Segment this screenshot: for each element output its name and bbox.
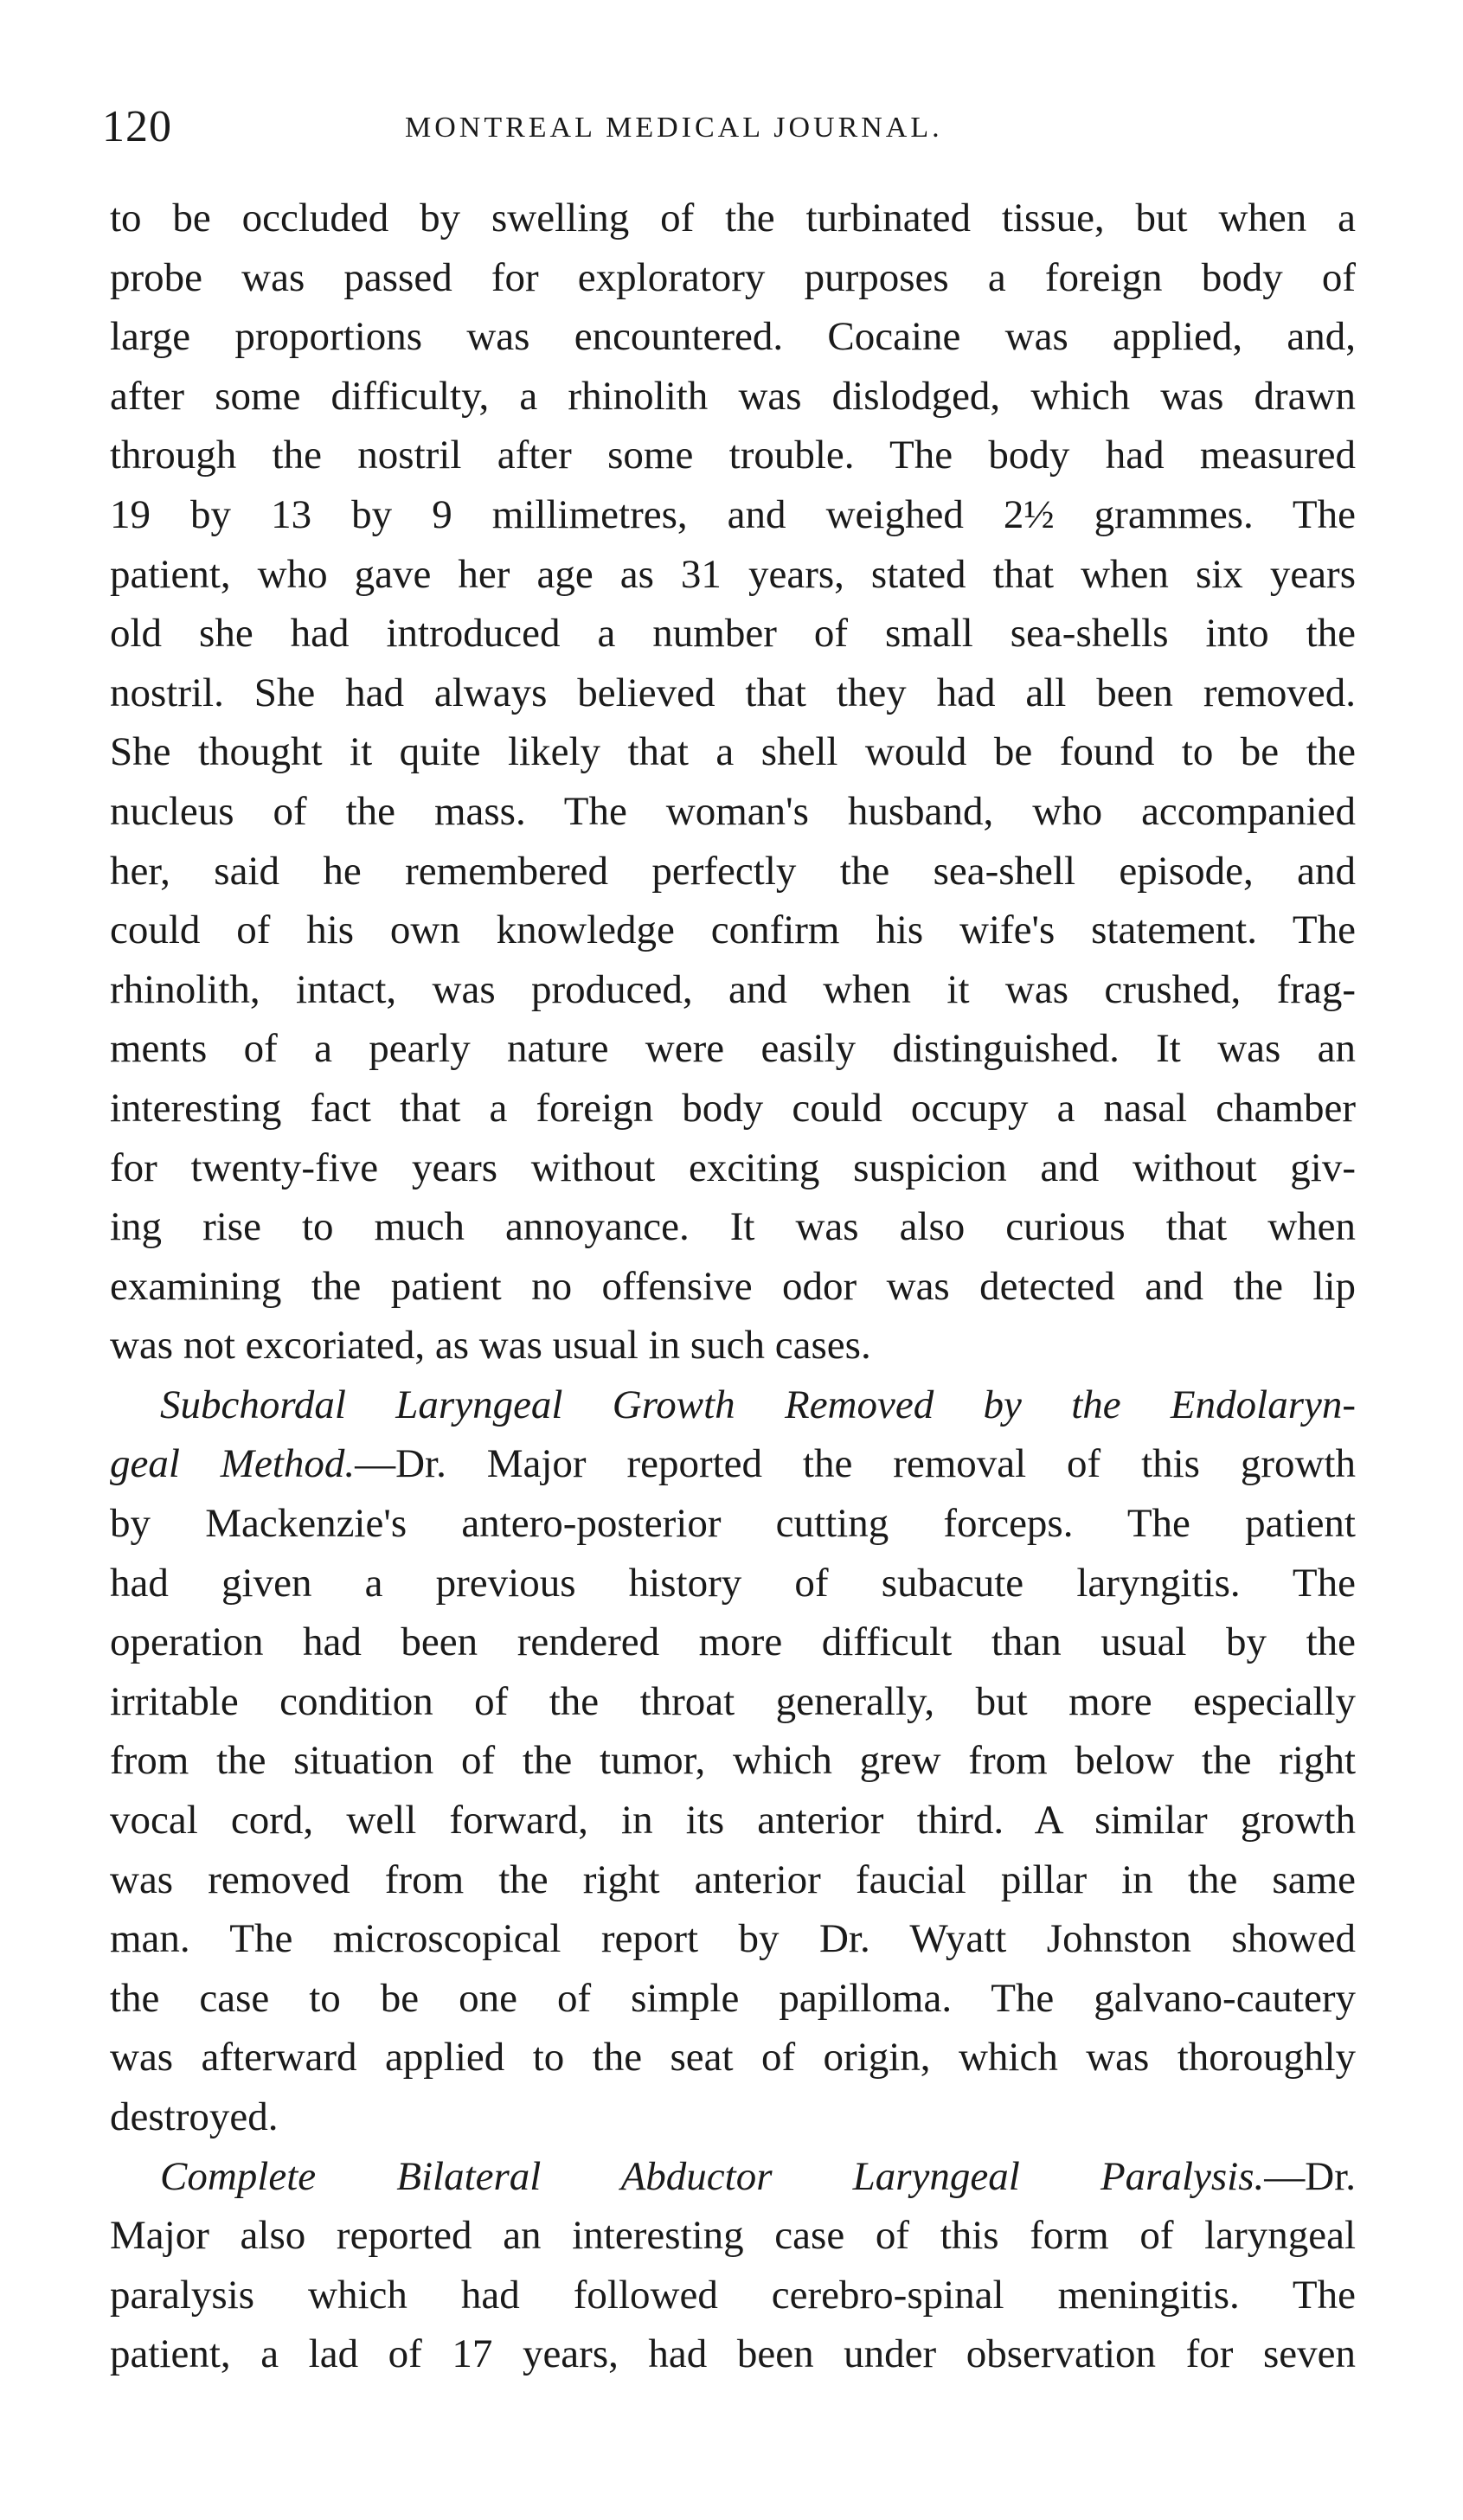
text-line: Major also reported an interesting case of this form of laryngeal <box>110 2213 1356 2259</box>
text-line: through the nostril after some trouble. The body had measured <box>110 433 1356 478</box>
running-head <box>102 97 1357 157</box>
text-line: the case to be one of simple papilloma. The galvano-cautery <box>110 1975 1356 2021</box>
paragraph-rhinolith <box>110 189 1356 1375</box>
text-line: irritable condition of the throat generally, but more especially <box>110 1678 1356 1724</box>
section-heading-line <box>110 1434 1356 1494</box>
text-line: her, said he remembered perfectly the sea-shell episode, and <box>110 848 1356 894</box>
text-line: probe was passed for exploratory purposes a foreign body of <box>110 254 1356 300</box>
text-line: was removed from the right anterior faucial pillar in the same <box>110 1856 1356 1902</box>
page-number: 120 <box>102 102 172 151</box>
text-line: ments of a pearly nature were easily distinguished. It was an <box>110 1026 1356 1072</box>
section-heading-abductor: Complete Bilateral Abductor Laryngeal Paralysis. <box>160 2153 1265 2199</box>
text-line: old she had introduced a number of small sea-shells into the <box>110 611 1356 657</box>
paragraph-lines <box>110 1494 1356 2147</box>
text-line: after some difficulty, a rhinolith was dislodged, which was drawn <box>110 373 1356 419</box>
paragraph-lines <box>110 2206 1356 2384</box>
text-line: was afterward applied to the seat of origin, which was thoroughly <box>110 2035 1356 2081</box>
text-line: patient, a lad of 17 years, had been under observation for seven <box>110 2331 1356 2377</box>
text-line: by Mackenzie's antero-posterior cutting forceps. The patient <box>110 1501 1356 1547</box>
text-line: nucleus of the mass. The woman's husband, who accompanied <box>110 788 1356 834</box>
text-line: from the situation of the tumor, which grew from below the right <box>110 1738 1356 1784</box>
text-line: She thought it quite likely that a shell would be found to be the <box>110 729 1356 775</box>
text-line: interesting fact that a foreign body could occupy a nasal chamber <box>110 1085 1356 1131</box>
text-line: man. The microscopical report by Dr. Wyatt Johnston showed <box>110 1916 1356 1962</box>
text-line: large proportions was encountered. Cocaine was applied, and, <box>110 314 1356 360</box>
text-line: destroyed. <box>110 2094 279 2139</box>
text-line: to be occluded by swelling of the turbinated tissue, but when a <box>110 196 1356 240</box>
paragraph-abductor-paralysis <box>110 2147 1356 2384</box>
text-line: examining the patient no offensive odor was detected and the lip <box>110 1263 1356 1309</box>
section-heading-subchordal: Subchordal Laryngeal Growth Removed by the Endolaryn- <box>160 1382 1356 1427</box>
text-line: nostril. She had always believed that they had all been removed. <box>110 670 1356 715</box>
text-line: ing rise to much annoyance. It was also curious that when <box>110 1204 1356 1250</box>
text-line: 19 by 13 by 9 millimetres, and weighed 2½ grammes. The <box>110 491 1356 537</box>
text-line: operation had been rendered more difficult than usual by the <box>110 1619 1356 1665</box>
section-heading-line <box>110 1375 1356 1435</box>
text-line: rhinolith, intact, was produced, and when it was crushed, frag- <box>110 966 1356 1012</box>
text-line: was not excoriated, as was usual in such cases. <box>110 1323 871 1369</box>
text-line: patient, who gave her age as 31 years, stated that when six years <box>110 551 1356 597</box>
text-line: had given a previous history of subacute laryngitis. The <box>110 1560 1356 1606</box>
section-heading-subchordal-end: geal Method. <box>110 1441 356 1487</box>
journal-title: MONTREAL MEDICAL JOURNAL. <box>405 112 943 144</box>
text-line: vocal cord, well forward, in its anterior third. A similar growth <box>110 1798 1356 1844</box>
text-line: for twenty-five years without exciting suspicion and without giv- <box>110 1145 1356 1190</box>
paragraph-subchordal-growth <box>110 1375 1356 2147</box>
body-text <box>110 189 1356 2384</box>
section-heading-line <box>110 2147 1356 2207</box>
section-text: —Dr. Major reported the removal of this growth <box>355 1441 1356 1487</box>
section-text: —Dr. <box>1264 2153 1356 2199</box>
text-line: could of his own knowledge confirm his wife's statement. The <box>110 907 1356 953</box>
text-line: paralysis which had followed cerebro-spinal meningitis. The <box>110 2272 1356 2318</box>
